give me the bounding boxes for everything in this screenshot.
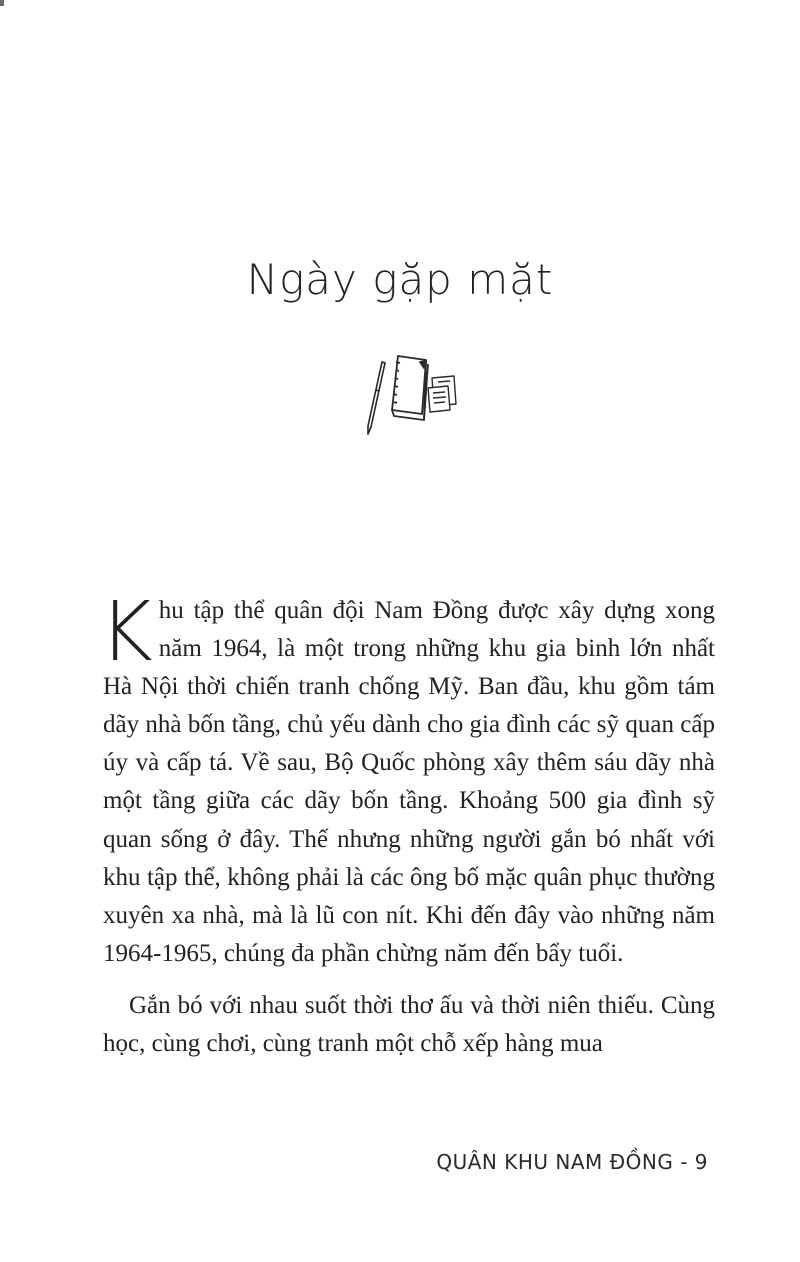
body-text xyxy=(99,585,715,1063)
drop-cap: K xyxy=(99,585,153,680)
notebook-and-pen-icon xyxy=(352,348,462,438)
running-footer: QUÂN KHU NAM ĐỒNG - 9 xyxy=(436,1150,708,1174)
paragraph-2: Gắn bó với nhau suốt thời thơ ấu và thời niên thiếu. Cùng học, cùng chơi, cùng tranh một chỗ xếp hàng mua xyxy=(103,991,715,1058)
chapter-title: Ngày gặp mặt xyxy=(246,255,554,304)
paragraph-1-text: hu tập thể quân đội Nam Đồng được xây dựng xong năm 1964, là một trong những khu gia binh lớn nhất Hà Nội thời chiến tranh chống Mỹ. Ban đầu, khu gồm tám dãy nhà bốn tầng, chủ yếu dành cho gia đình các sỹ quan cấp úy và cấp tá. Về sau, Bộ Quốc phòng xây thêm sáu dãy nhà một tầng giữa các dãy bốn tầng. Khoảng 500 gia đình sỹ quan sống ở đây. Thế nhưng những người gắn bó nhất với khu tập thể, không phải là các ông bố mặc quân phục thường xuyên xa nhà, mà là lũ con nít. Khi đến đây vào những năm 1964-1965, chúng đa phần chừng năm đến bẩy tuổi. xyxy=(103,597,715,967)
paragraph-1 xyxy=(99,585,715,973)
scan-corner-mark xyxy=(0,0,4,6)
